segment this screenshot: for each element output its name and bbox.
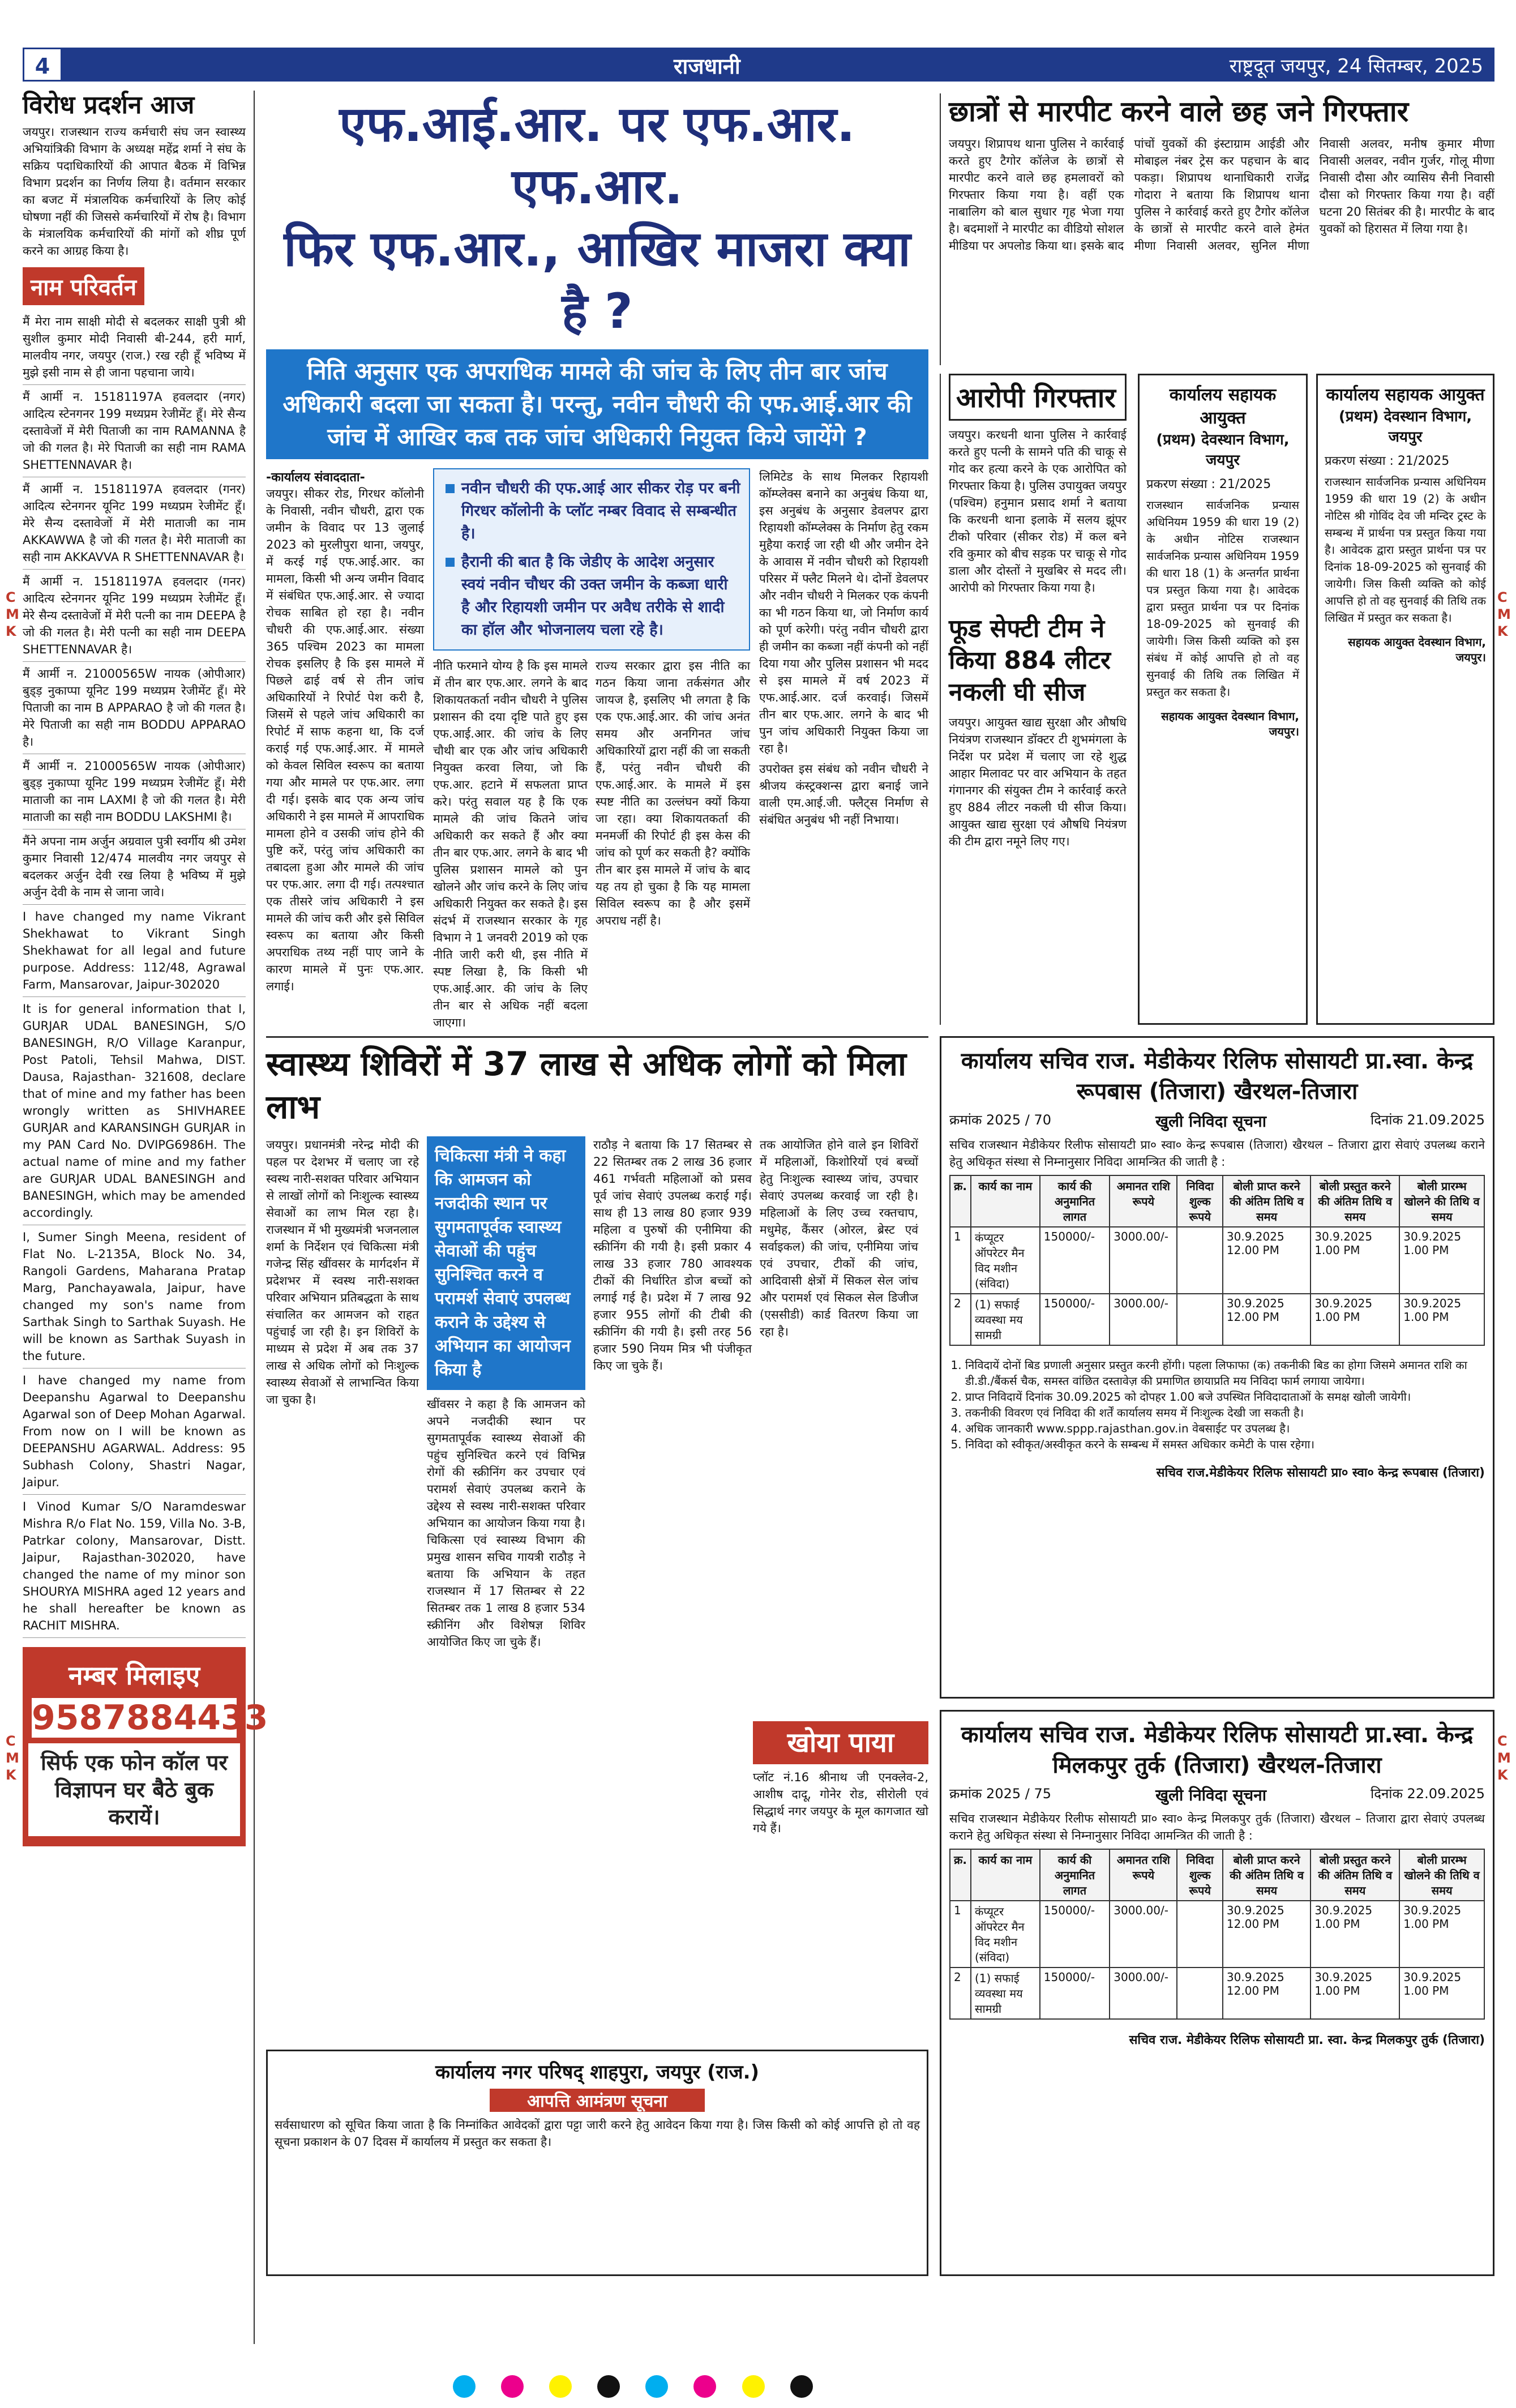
tender-1-cell: 3000.00/- (1110, 1227, 1177, 1294)
tender-1-cell: 2 (950, 1294, 971, 1345)
tender-1-row (950, 1294, 1484, 1345)
tender-2-header-cell: बोली प्रारम्भ खोलने की तिथि व समय (1399, 1849, 1484, 1901)
fir-col-1-text: जयपुर। सीकर रोड, गिरधर कॉलोनी के निवासी, नवीन चौधरी, द्वारा एक जमीन के विवाद पर 13 जुलाई 2023 को मुरलीपुरा थाना, जयपुर, में करई गई एफ.आई.आर. का मामला, किसी भी अन्य जमीन विवाद में संबंधित एफ.आई.आर. से ज्यादा रोचक साबित हो रहा है। नवीन चौधरी की एफ.आई.आर. संख्या 365 पश्चिम 2023 का मामला रोचक इसलिए है कि इस मामले में पिछले ढाई वर्ष से तीन जांच अधिकारियों ने रिपोर्ट पेश करी है, जिसमें से पहले जांच अधिकारी का रिपोर्ट में साफ कहना था, कि दर्ज कराई गई एफ.आई.आर. में मामले को केवल सिविल स्वरूप का बताया गया और मामले पर एफ.आर. लगा दी गई। इसके बाद एक अन्य जांच अधिकारी ने इस मामले में आपराधिक मामला होने व उसकी जांच होने की पुष्टि करें, परंतु जांच अधिकारी का तबादला हुआ और मामले की जांच पर एफ.आर. लगा दी गई। तत्पश्चात एक तीसरे जांच अधिकारी ने इस मामले की जांच करी और इसे सिविल स्वरूप का बताया और किसी अपराधिक तथ्य नहीं पाए जाने के कारण मामले में पुनः एफ.आर. लगाई। (266, 487, 425, 993)
chhatro-headline: छात्रों से मारपीट करने वाले छह जने गिरफ्तार (949, 95, 1409, 128)
tender-1-cell: 30.9.2025 1.00 PM (1311, 1294, 1399, 1345)
govt-notice-2-body: राजस्थान सार्वजनिक प्रन्यास अधिनियम 1959 की धारा 19 (2) के अधीन नोटिस श्री गोविंद देव जी मन्दिर ट्रस्ट के सम्बन्ध में प्रार्थना पत्र प्रस्तुत किया गया है। आवेदक द्वारा प्रस्तुत प्रार्थना पत्र पर दिनांक 18-09-2025 को सुनवाई की जायेगी। जिस किसी व्यक्ति को कोई आपत्ति हो तो वह सुनवाई की तिथि तक लिखित में प्रस्तुत कर सकता है। (1325, 475, 1486, 625)
color-dot-magenta (501, 2375, 524, 2398)
tender-1-cell: 150000/- (1040, 1294, 1110, 1345)
name-change-notice: मैं आर्मी न. 21000565W नायक (ओपीआर) बुड्ड़ नुकाप्पा यूनिट 199 मध्यप्रम रेजीमेंट हूँ। मेरे पिताजी का नाम B APPARAO है जो की गलत है। मेरे पिताजी का सही नाम BODDU APPARAO है। (23, 662, 246, 754)
municipal-notice-subtitle: आपत्ति आमंत्रण सूचना (490, 2089, 705, 2112)
tender-2-cell: कंप्यूटर ऑपरेटर मैन विद मशीन (संविदा) (971, 1901, 1040, 1968)
tender-2-row (950, 1901, 1484, 1968)
tender-2-cell: 30.9.2025 1.00 PM (1399, 1901, 1484, 1968)
food-body: जयपुर। आयुक्त खाद्य सुरक्षा और औषधि नियंत्रण राजस्थान डॉक्टर टी शुभमंगला के निर्देश पर प्रदेश में चलाए जा रहे शुद्ध आहार मिलावट पर वार अभियान के तहत गंगानगर की संयुक्त टीम ने कार्रवाई करते हुए 884 लीटर नकली घी सीज किया। आयुक्त खाद्य सुरक्षा एवं औषधि नियंत्रण की टीम द्वारा नमूने लिए गए। (949, 716, 1127, 848)
tender-1-cell: 3000.00/- (1110, 1294, 1177, 1345)
tender-2-table (949, 1849, 1485, 2020)
tender-1-cell: 30.9.2025 1.00 PM (1399, 1227, 1484, 1294)
color-dot-yellow (549, 2375, 572, 2398)
govt-notice-2-subtitle: (प्रथम) देवस्थान विभाग, जयपुर (1338, 408, 1472, 446)
color-dot-black-2 (790, 2375, 813, 2398)
tender-2-date: दिनांक 22.09.2025 (1371, 1786, 1485, 1802)
name-change-notices (23, 310, 246, 1638)
govt-notice-1-sign: सहायक आयुक्त देवस्थान विभाग, जयपुर। (1161, 709, 1299, 738)
tender-2-cell: 30.9.2025 1.00 PM (1311, 1901, 1399, 1968)
fir-col-4-text: लिमिटेड के साथ मिलकर रिहायशी कॉम्प्लेक्स बनाने का अनुबंध किया था, इस अनुबंध के अनुसार डेवलपर द्वारा रिहायशी कॉम्प्लेक्स के निर्माण हेतु रकम मुहैया कराई जा रही थी और जमीन देने के आवास में नवीन चौधरी को रिहायशी परिसर में फ्लैट मिलने थे। दोनों डेवलपर और नवीन चौधरी ने मिलकर एक कंपनी का भी गठन किया था, जो निर्माण कार्य को पूर्ण करेगी। परंतु नवीन चौधरी द्वारा ही जमीन का कब्जा नहीं कंपनी को नहीं दिया गया और पुलिस प्रशासन भी मदद से इस मामले में वर्ष 2023 में एफ.आई.आर. दर्ज करवाई। जिसमें तीन बार एफ.आर. लगने के बाद भी पुन जांच अधिकारी नियुक्त किया जा रहा है। (759, 470, 928, 755)
govt-notice-2-ref: प्रकरण संख्या : 21/2025 (1325, 454, 1450, 468)
tender-2-cell (1177, 1968, 1222, 2019)
tender-1-condition: 4. अधिक जानकारी www.sppp.rajasthan.gov.in वेबसाईट पर उपलब्ध है। (965, 1421, 1485, 1436)
govt-notice-2-sign: सहायक आयुक्त देवस्थान विभाग, जयपुर। (1348, 635, 1486, 664)
tender-2-cell: (1) सफाई व्यवस्था मय सामग्री (971, 1968, 1040, 2019)
chhatro-story (940, 93, 1494, 365)
name-change-heading-wrap (23, 267, 246, 305)
tender-1-condition: 5. निविदा को स्वीकृत/अस्वीकृत करने के सम्बन्ध में समस्त अधिकार कमेटी के पास रहेगा। (965, 1436, 1485, 1452)
tender-2-header-cell: कार्य का नाम (971, 1849, 1040, 1901)
fir-col-1 (266, 468, 424, 1031)
fir-body (266, 468, 928, 1031)
tender-1-cell: 30.9.2025 1.00 PM (1311, 1227, 1399, 1294)
tender-1-cell: 1 (950, 1227, 971, 1294)
name-change-notice: मैं आर्मी न. 21000565W नायक (ओपीआर) बुड्ड़ नुकाप्पा यूनिट 199 मध्यप्रम रेजीमेंट हूँ। मेरी माताजी का नाम LAXMI है जो की गलत है। मेरी माताजी का सही नाम BODDU LAKSHMI है। (23, 754, 246, 829)
dial-ad (23, 1647, 268, 1846)
fir-subhead: निति अनुसार एक अपराधिक मामले की जांच के लिए तीन बार जांच अधिकारी बदला जा सकता है। परन्तु, नवीन चौधरी की एफ.आई.आर की जांच में आखिर कब तक जांच अधिकारी नियुक्त किये जायेंगे ? (266, 349, 928, 459)
khowa-paya-title: खोया पाया (753, 1721, 928, 1764)
page-header (23, 48, 1494, 82)
tender-1-date: दिनांक 21.09.2025 (1371, 1112, 1485, 1128)
left-story: जयपुर। राजस्थान राज्य कर्मचारी संघ जन स्वास्थ्य अभियांत्रिकी विभाग के अध्यक्ष महेंद्र शर्मा ने संघ के सक्रिय पदाधिकारियों की आपात बैठक में विभिन्न विभाग प्रदर्शन का निर्णय लिया है। वर्तमान सरकार का बजट में मंत्रालयिक कर्मचारियों के लिए कोई घोषणा नहीं की जिससे कर्मचारियों में रोष है। विभाग के मंत्रालयिक कर्मचारियों की मांगों को शीघ्र पूर्ण करने का आग्रह किया है। (23, 125, 246, 258)
tender-1-heading: खुली निविदा सूचना (1155, 1112, 1266, 1131)
tender-notice-1 (940, 1036, 1494, 1699)
tender-1-header-cell: अमानत राशि रूपये (1110, 1175, 1177, 1227)
tender-1-conditions (949, 1357, 1485, 1452)
aaropi-headline: आरोपी गिरफ्तार (949, 374, 1127, 421)
tender-1-cell: 30.9.2025 12.00 PM (1223, 1227, 1311, 1294)
page-number: 4 (23, 48, 62, 82)
tender-2-cell: 3000.00/- (1110, 1968, 1177, 2019)
dial-ad-line1: नम्बर मिलाइए (68, 1660, 200, 1691)
tender-1-header-cell: निविदा शुल्क रूपये (1177, 1175, 1222, 1227)
tender-2-header-cell: बोली प्रस्तुत करने की अंतिम तिथि व समय (1311, 1849, 1399, 1901)
color-dot-cyan (453, 2375, 476, 2398)
govt-notice-1 (1138, 374, 1308, 1025)
tender-1-sign: सचिव राज.मेडीकेयर रिलिफ सोसायटी प्रा० स्वा० केन्द्र रूपबास (तिजारा) (1156, 1466, 1485, 1480)
tender-2-cell: 30.9.2025 1.00 PM (1399, 1968, 1484, 2019)
municipal-notice-title: कार्यालय नगर परिषद् शाहपुरा, जयपुर (राज.) (435, 2061, 760, 2084)
tender-2-header-cell: अमानत राशि रूपये (1110, 1849, 1177, 1901)
tender-1-cell: कंप्यूटर ऑपरेटर मैन विद मशीन (संविदा) (971, 1227, 1040, 1294)
municipal-notice (266, 2050, 928, 2276)
cmk-mark-left-2: C M K (6, 1733, 19, 1783)
tender-2-cell: 150000/- (1040, 1901, 1110, 1968)
fir-dateline: -कार्यालय संवाददाता- (266, 471, 365, 485)
dial-ad-number: 9587884433 (32, 1698, 268, 1738)
tender-1-header-cell: बोली प्रस्तुत करने की अंतिम तिथि व समय (1311, 1175, 1399, 1227)
tender-2-header-cell: निविदा शुल्क रूपये (1177, 1849, 1222, 1901)
tender-2-header-cell: बोली प्राप्त करने की अंतिम तिथि व समय (1223, 1849, 1311, 1901)
name-change-notice: मैं आर्मी न. 15181197A हवलदार (गनर) आदित्य स्टेनगनर यूनिट 199 मध्यप्रम रेजीमेंट हूँ। मेरे सैन्य दस्तावेजों में मेरी माताजी का नाम AKKAWWA है जो की गलत है। मेरी माताजी का सही नाम AKKAVVA R SHETTENNAVAR है। (23, 477, 246, 570)
tender-1-condition: 1. निविदायें दोनों बिड प्रणाली अनुसार प्रस्तुत करनी होंगी। पहला लिफाफा (क) तकनीकी बिड का होगा जिसमे अमानत राशि का डी.डी./बैंकर्स चैक, समस्त वांछित दस्तावेज़ की प्रमाणित छायाप्रति मय निविदा फार्म लगाया जायेगा। (965, 1357, 1485, 1389)
tender-1-row (950, 1227, 1484, 1294)
tender-1-cell: 150000/- (1040, 1227, 1110, 1294)
name-change-notice: It is for general information that I, GURJAR UDAL BANESINGH, S/O BANESINGH, R/O Village Karanpur, Post Patoli, Tehsil Mahwa, DIST. Dausa, Rajasthan- 321608, declare that of mine and my father has been wrongly written as SHIVHAREE GURJAR and KARANSINGH GURJAR in my PAN Card No. DVIPG6986H. The actual name of mine and my father are GURJAR UDAL BANESINGH and BANESINGH, which may be amended accordingly. (23, 997, 246, 1225)
tender-2-cell (1177, 1901, 1222, 1968)
cmk-mark-left: C M K (6, 589, 19, 639)
fir-bullets (433, 468, 750, 651)
tender-1-table (949, 1175, 1485, 1346)
fir-headline-1: एफ.आई.आर. पर एफ.आर. एफ.आर. (339, 96, 855, 215)
govt-notice-2-title: कार्यालय सहायक आयुक्त (1326, 385, 1485, 405)
name-change-notice: I have changed my name Vikrant Shekhawat to Vikrant Singh Shekhawat for all legal and future purpose. Address: 112/48, Agrawal Farm, Mansarovar, Jaipur-302020 (23, 905, 246, 997)
tender-2-cell: 2 (950, 1968, 971, 2019)
tender-2-header-cell: क्र. (950, 1849, 971, 1901)
govt-notice-1-title: कार्यालय सहायक आयुक्त (1169, 385, 1277, 428)
fir-conclusion: उपरोक्त इस संबंध को नवीन चौधरी ने श्रीजय कंस्ट्रक्शन्स द्वारा बनाई जाने वाली एम.आई.जी. फ्लैट्स निर्माण से संबंधित अनुबंध भी नहीं निभाया। (759, 762, 928, 827)
swasthya-story (266, 1036, 928, 1710)
tender-1-header-cell: कार्य की अनुमानित लागत (1040, 1175, 1110, 1227)
print-color-bar (453, 2375, 1076, 2403)
name-change-notice: मैंने अपना नाम अर्जुन अग्रवाल पुत्री स्वर्गीय श्री उमेश कुमार निवासी 12/474 मालवीय नगर जयपुर से बदलकर अर्जुन देवी रख लिया है भविष्य में मुझे अर्जुन देवी के नाम से जाना जावे। (23, 829, 246, 905)
tender-2-ref: क्रमांक 2025 / 75 (949, 1786, 1052, 1802)
tender-2-row (950, 1968, 1484, 2019)
dial-ad-line2: सिर्फ एक फोन कॉल पर विज्ञापन घर बैठे बुक करायें। (28, 1743, 240, 1836)
govt-notice-1-body: राजस्थान सार्वजनिक प्रन्यास अधिनियम 1959 की धारा 19 (2) के अधीन नोटिस राजस्थान सार्वजनिक प्रन्यास अधिनियम 1959 की धारा 18 (1) के अन्तर्गत प्रार्थना पत्र प्रस्तुत किया गया है। आवेदक द्वारा प्रस्तुत प्रार्थना पत्र पर दिनांक 18-09-2025 को सुनवाई की जायेगी। जिस किसी व्यक्ति को इस संबंध में कोई आपत्ति हो तो वह सुनवाई की तिथि तक लिखित में प्रस्तुत कर सकता है। (1146, 498, 1299, 699)
aaropi-body: जयपुर। करधनी थाना पुलिस ने कार्रवाई करते हुए पत्नी के सामने पति की चाकू से गोद कर हत्या करने के एक आरोपित को गिरफ्तार किया है। पुलिस उपायुक्त जयपुर (पश्चिम) हनुमान प्रसाद शर्मा ने बताया कि करधनी थाना इलाके में सलय झूंपर टीको परिवार (सीकर रोड) में कल बने रवि कुमार को बीच सड़क पर चाकू से गोद डाला और दोस्तों ने मुखबिर से मदद ली। आरोपी को गिरफ्तार किया गया है। (949, 428, 1127, 594)
name-change-notice: I, Sumer Singh Meena, resident of Flat No. L-2135A, Block No. 34, Rangoli Gardens, Maharana Pratap Marg, Panchayawala, Jaipur, have changed my son's name from Sarthak Singh to Sarthak Suyash. He will be known as Sarthak Suyash in the future. (23, 1225, 246, 1368)
tender-2-intro: सचिव राजस्थान मेडीकेयर रिलीफ सोसायटी प्रा० स्वा० केन्द्र मिलकपुर तुर्क (तिजारा) खैरथल – तिजारा द्वारा सेवाएं उपलब्ध कराने हेतु अधिकृत संस्था से निम्नानुसार निविदा आमन्त्रित की जाती है : (949, 1812, 1485, 1842)
cmk-mark-right-2: C M K (1497, 1733, 1511, 1783)
tender-2-cell: 3000.00/- (1110, 1901, 1177, 1968)
fir-col-4 (759, 468, 928, 1031)
govt-notice-1-subtitle: (प्रथम) देवस्थान विभाग, जयपुर (1156, 431, 1290, 469)
tender-1-cell (1177, 1227, 1222, 1294)
fir-middle (433, 468, 750, 1031)
tender-1-intro: सचिव राजस्थान मेडीकेयर रिलीफ सोसायटी प्रा० स्वा० केन्द्र रूपबास (तिजारा) खैरथल – तिजारा द्वारा सेवाएं उपलब्ध कराने हेतु अधिकृत संस्था से निम्नानुसार निविदा आमन्त्रित की जाती है : (949, 1138, 1485, 1169)
tender-1-cell: 30.9.2025 12.00 PM (1223, 1294, 1311, 1345)
name-change-notice: मैं आर्मी न. 15181197A हवलदार (गनर) आदित्य स्टेनगनर यूनिट 199 मध्यप्रम रेजीमेंट हूँ। मेरे सैन्य दस्तावेजों में मेरी पत्नी का नाम DEEPA है जो की गलत है। मेरी पत्नी का सही नाम DEEPA SHETTENNAVAR है। (23, 570, 246, 662)
tender-1-ref: क्रमांक 2025 / 70 (949, 1112, 1052, 1128)
tender-2-cell: 30.9.2025 12.00 PM (1223, 1968, 1311, 2019)
swasthya-col-1: जयपुर। प्रधानमंत्री नरेन्द्र मोदी की पहल पर देशभर में चलाए जा रहे स्वस्थ नारी-सशक्त परिवार अभियान से लाखों लोगों को निःशुल्क स्वास्थ्य सेवाओं का लाभ मिल रहा है। राजस्थान में भी मुख्यमंत्री भजनलाल शर्मा के निर्देशन एवं चिकित्सा मंत्री गजेन्द्र सिंह खींवसर के मार्गदर्शन में प्रदेशभर में स्वस्थ नारी-सशक्त परिवार अभियान प्रतिबद्धता के साथ संचालित कर आमजन को राहत पहुंचाई जा रही है। इन शिविरों के माध्यम से प्रदेश में अब तक 37 लाख से अधिक लोगों को निःशुल्क स्वास्थ्य सेवाओं से लाभान्वित किया जा चुका है। (266, 1138, 419, 1406)
left-headline: विरोध प्रदर्शन आज (23, 91, 195, 119)
left-column (23, 91, 268, 2344)
color-dot-yellow-2 (742, 2375, 765, 2398)
tender-notice-2 (940, 1710, 1494, 2276)
fir-bullet-1: नवीन चौधरी की एफ.आई आर सीकर रोड़ पर बनी गिरधर कॉलोनी के प्लॉट नम्बर विवाद से सम्बन्धीत है। (442, 477, 741, 545)
tender-2-heading: खुली निविदा सूचना (1155, 1786, 1266, 1804)
chhatro-body: जयपुर। शिप्रापथ थाना पुलिस ने कार्रवाई करते हुए टैगोर कॉलेज के छात्रों से मारपीट करने वाले छह हमलावरों को गिरफ्तार किया गया है। वहीं एक नाबालिग को बाल सुधार गृह भेजा गया है। बदमाशों ने मारपीट का वीडियो सोशल मीडिया पर अपलोड किया था। इसके बाद पांचों युवकों की इंस्टाग्राम आईडी और मोबाइल नंबर ट्रेस कर पहचान के बाद पकड़ा। शिप्रापथ थानाधिकारी राजेंद्र गोदारा ने बताया कि शिप्रापथ थाना पुलिस ने कार्रवाई करते हुए टैगोर कॉलेज के छात्रों से मारपीट करने वाले हेमंत मीणा निवासी अलवर, सुनिल मीणा निवासी अलवर, मनीष कुमार मीणा निवासी अलवर, नवीन गुर्जर, गोलू मीणा निवासी दौसा और व्यासिय सैनी निवासी दौसा को गिरफ्तार किया गया है। वहीं घटना 20 सितंबर की है। मारपीट के बाद युवकों को हिरासत में लिया गया है। (949, 137, 1494, 253)
name-change-notice: मैं आर्मी न. 15181197A हवलदार (नगर) आदित्य स्टेनगनर 199 मध्यप्रम रेजीमेंट हूँ। मेरे सैन्य दस्तावेजों में मेरी पिताजी का नाम RAMANNA है जो की गलत है। मेरे पिताजी का सही नाम RAMA SHETTENNAVAR है। (23, 385, 246, 477)
fir-story (266, 93, 928, 1029)
name-change-heading: नाम परिवर्तन (23, 267, 144, 305)
tender-1-header-cell: कार्य का नाम (971, 1175, 1040, 1227)
tender-2-cell: 30.9.2025 1.00 PM (1311, 1968, 1399, 2019)
fir-col-2-text: नीति फरमाने योग्य है कि इस मामले में तीन बार एफ.आर. लगने के बाद शिकायतकर्ता नवीन चौधरी ने पुलिस प्रशासन की दया दृष्टि पाते हुए इस एफ.आई.आर. की जांच के लिए चौथी बार एक और जांच अधिकारी नियुक्त करवा लिया, जो कि एफ.आर. हटाने में सफलता प्राप्त करे। परंतु सवाल यह है कि एक मामले की जांच कितने जांच अधिकारी कर सकते हैं और क्या तीन बार एफ.आर. लगने के बाद भी पुलिस प्रशासन मामले को पुन खोलने और जांच करने के लिए जांच अधिकारी नियुक्त कर सकते है। इस संदर्भ में राजस्थान सरकार के गृह विभाग ने 1 जनवरी 2019 को एक नीति जारी करी थी, इस नीति में स्पष्ट लिखा है, कि किसी भी एफ.आई.आर. की जांच के लिए तीन बार से अधिक नहीं बदला जाएगा। (433, 659, 588, 1029)
fir-bullet-2: हैरानी की बात है कि जेडीए के आदेश अनुसार स्वयं नवीन चौधर की उक्त जमीन के कब्जा धारी है और रिहायशी जमीन पर अवैध तरीके से शादी का हॉल और भोजनालय चला रहे है। (442, 551, 741, 641)
tender-2-cell: 30.9.2025 12.00 PM (1223, 1901, 1311, 1968)
govt-notice-2 (1316, 374, 1494, 1025)
tender-2-title: कार्यालय सचिव राज. मेडीकेयर रिलिफ सोसायटी प्रा.स्वा. केन्द्र मिलकपुर तुर्क (तिजारा) खैरथल-तिजारा (961, 1722, 1474, 1778)
name-change-notice: मैं मेरा नाम साक्षी मोदी से बदलकर साक्षी पुत्री श्री सुशील कुमार मोदी निवासी बी-244, हरी मार्ग, मालवीय नगर, जयपुर (राज.) रख रही हूँ भविष्य में मुझे इसी नाम से ही जाना पहचाना जाये। (23, 310, 246, 385)
fir-col-3-text: राज्य सरकार द्वारा इस नीति का गठन किया जाना तर्कसंगत और जायज है, इसलिए भी लगता है कि एक एफ.आई.आर. की जांच अनंत समय और अनगिनत जांच अधिकारियों द्वारा नहीं की जा सकती हैं, परंतु नवीन चौधरी की एफ.आई.आर. के मामले में इस स्पष्ट नीति का उल्लंघन क्यों किया जा रहा। क्या शिकायतकर्ता की मनमर्जी की रिपोर्ट ही इस केस की जांच को पूर्ण कर सकती है? क्योंकि तीन बार इस मामले में जांच के बाद यह तय हो चुका है कि यह मामला सिविल स्वरूप का है और इसमें अपराध नहीं है। (596, 659, 751, 927)
name-change-notice: I Vinod Kumar S/O Naramdeswar Mishra R/o Flat No. 159, Villa No. 3-B, Patrkar colony, Mansarovar, Distt. Jaipur, Rajasthan-302020, have changed the name of my minor son SHOURYA MISHRA aged 12 years and he shall hereafter be known as RACHIT MISHRA. (23, 1495, 246, 1638)
tender-1-cell: (1) सफाई व्यवस्था मय सामग्री (971, 1294, 1040, 1345)
swasthya-col-4: तक आयोजित होने वाले इन शिविरों में महिलाओं, किशोरियों एवं बच्चों हेतु निःशुल्क स्वास्थ्य जांच, उपचार सेवाएं उपलब्ध करवाई जा रही है। महिलाओं के लिए उच्च रक्तचाप, मधुमेह, कैंसर (ओरल, ब्रेस्ट एवं सर्वाइकल) की जांच, एनीमिया जांच एवं उपचार, टीकों की जांच, आदिवासी क्षेत्रों में सिकल सेल जांच और परामर्श एवं सिकल सेल डिजीज (एससीडी) कार्ड वितरण किया जा रहा है। (760, 1138, 918, 1338)
swasthya-col-3: राठौड़ ने बताया कि 17 सितम्बर से 22 सितम्बर तक 2 लाख 36 हजार 461 गर्भवती महिलाओं को प्रसव पूर्व जांच सेवाएं उपलब्ध कराई गई। साथ ही 13 लाख 80 हजार 939 महिला व पुरुषों की एनीमिया की स्क्रीनिंग की गयी है। इसी प्रकार 4 लाख 33 हजार 780 आवश्यक टीकों की निर्धारित डोज बच्चों को लगाई गई है। प्रदेश में 7 लाख 92 हजार 955 लोगों की टीबी की स्क्रीनिंग की गयी है। इसी तरह 56 हजार 590 नियम मित्र भी पंजीकृत किए जा चुके हैं। (593, 1138, 752, 1372)
fir-headline-2: फिर एफ.आर., आखिर माजरा क्या है ? (284, 221, 911, 340)
swasthya-middle (427, 1136, 585, 1650)
tender-1-condition: 3. तकनीकी विवरण एवं निविदा की शर्तें कार्यालय समय में निःशुल्क देखी जा सकती है। (965, 1405, 1485, 1421)
swasthya-col-2: खींवसर ने कहा है कि आमजन को अपने नजदीकी स्थान पर सुगमतापूर्वक स्वास्थ्य सेवाओं की पहुंच सुनिश्चित करने एवं विभिन्न रोगों की स्क्रीनिंग कर उपचार एवं परामर्श सेवाएं उपलब्ध कराने के उद्देश्य से स्वस्थ नारी-सशक्त परिवार अभियान का आयोजन किया गया है। चिकित्सा एवं स्वास्थ्य विभाग की प्रमुख शासन सचिव गायत्री राठौड़ ने बताया कि अभियान के तहत राजस्थान में 17 सितम्बर से 22 सितम्बर तक 1 लाख 8 हजार 534 स्क्रीनिंग और विशेषज्ञ शिविर आयोजित किए जा चुके हैं। (427, 1397, 585, 1649)
date-line: राष्ट्रदूत जयपुर, 24 सितम्बर, 2025 (1229, 55, 1483, 78)
section-title: राजधानी (674, 54, 740, 79)
khowa-paya-box (753, 1721, 928, 2038)
tender-1-condition: 2. प्राप्त निविदायें दिनांक 30.09.2025 को दोपहर 1.00 बजे उपस्थित निविदादाताओं के समक्ष खोली जायेगी। (965, 1389, 1485, 1405)
food-headline: फूड सेफ्टी टीम ने किया 884 लीटर नकली घी सीज (949, 614, 1111, 707)
tender-2-sign: सचिव राज. मेडीकेयर रिलिफ सोसायटी प्रा. स्वा. केन्द्र मिलकपुर तुर्क (तिजारा) (1129, 2033, 1485, 2047)
tender-2-cell: 1 (950, 1901, 971, 1968)
color-dot-cyan-2 (645, 2375, 668, 2398)
tender-1-cell: 30.9.2025 1.00 PM (1399, 1294, 1484, 1345)
govt-notice-1-ref: प्रकरण संख्या : 21/2025 (1146, 477, 1271, 491)
tender-1-cell (1177, 1294, 1222, 1345)
tender-1-title: कार्यालय सचिव राज. मेडीकेयर रिलिफ सोसायटी प्रा.स्वा. केन्द्र रूपबास (तिजारा) खैरथल-तिजारा (961, 1048, 1474, 1105)
name-change-notice: I have changed my name from Deepanshu Agarwal to Deepanshu Agarwal son of Deep Mohan Agarwal. From now on I will be known as DEEPANSHU AGARWAL. Address: 95 Subhash Colony, Shastri Nagar, Jaipur. (23, 1368, 246, 1495)
tender-1-header-cell: बोली प्रारम्भ खोलने की तिथि व समय (1399, 1175, 1484, 1227)
swasthya-quote: चिकित्सा मंत्री ने कहा कि आमजन को नजदीकी स्थान पर सुगमतापूर्वक स्वास्थ्य सेवाओं की पहुंच सुनिश्चित करने व परामर्श सेवाएं उपलब्ध कराने के उद्देश्य से अभियान का आयोजन किया है (427, 1136, 585, 1390)
tender-1-header-cell: क्र. (950, 1175, 971, 1227)
tender-1-header-cell: बोली प्राप्त करने की अंतिम तिथि व समय (1223, 1175, 1311, 1227)
aaropi-column (940, 374, 1127, 1025)
khowa-paya-body: प्लॉट नं.16 श्रीनाथ जी एनक्लेव-2, आशीष दादू, गोनेर रोड, सीरोली एवं सिद्धार्थ नगर जयपुर के मूल कागजात खो गये हैं। (753, 1770, 928, 1835)
color-dot-magenta-2 (693, 2375, 716, 2398)
tender-2-header-cell: कार्य की अनुमानित लागत (1040, 1849, 1110, 1901)
swasthya-headline: स्वास्थ्य शिविरों में 37 लाख से अधिक लोगों को मिला लाभ (266, 1045, 907, 1126)
color-dot-black (597, 2375, 620, 2398)
tender-2-cell: 150000/- (1040, 1968, 1110, 2019)
cmk-mark-right: C M K (1497, 589, 1511, 639)
municipal-notice-body: सर्वसाधारण को सूचित किया जाता है कि निम्नांकित आवेदकों द्वारा पट्टा जारी करने हेतु आवेदन किया गया है। जिस किसी को कोई आपत्ति हो तो वह सूचना प्रकाशन के 07 दिवस में कार्यालय में प्रस्तुत कर सकता है। (275, 2118, 920, 2149)
